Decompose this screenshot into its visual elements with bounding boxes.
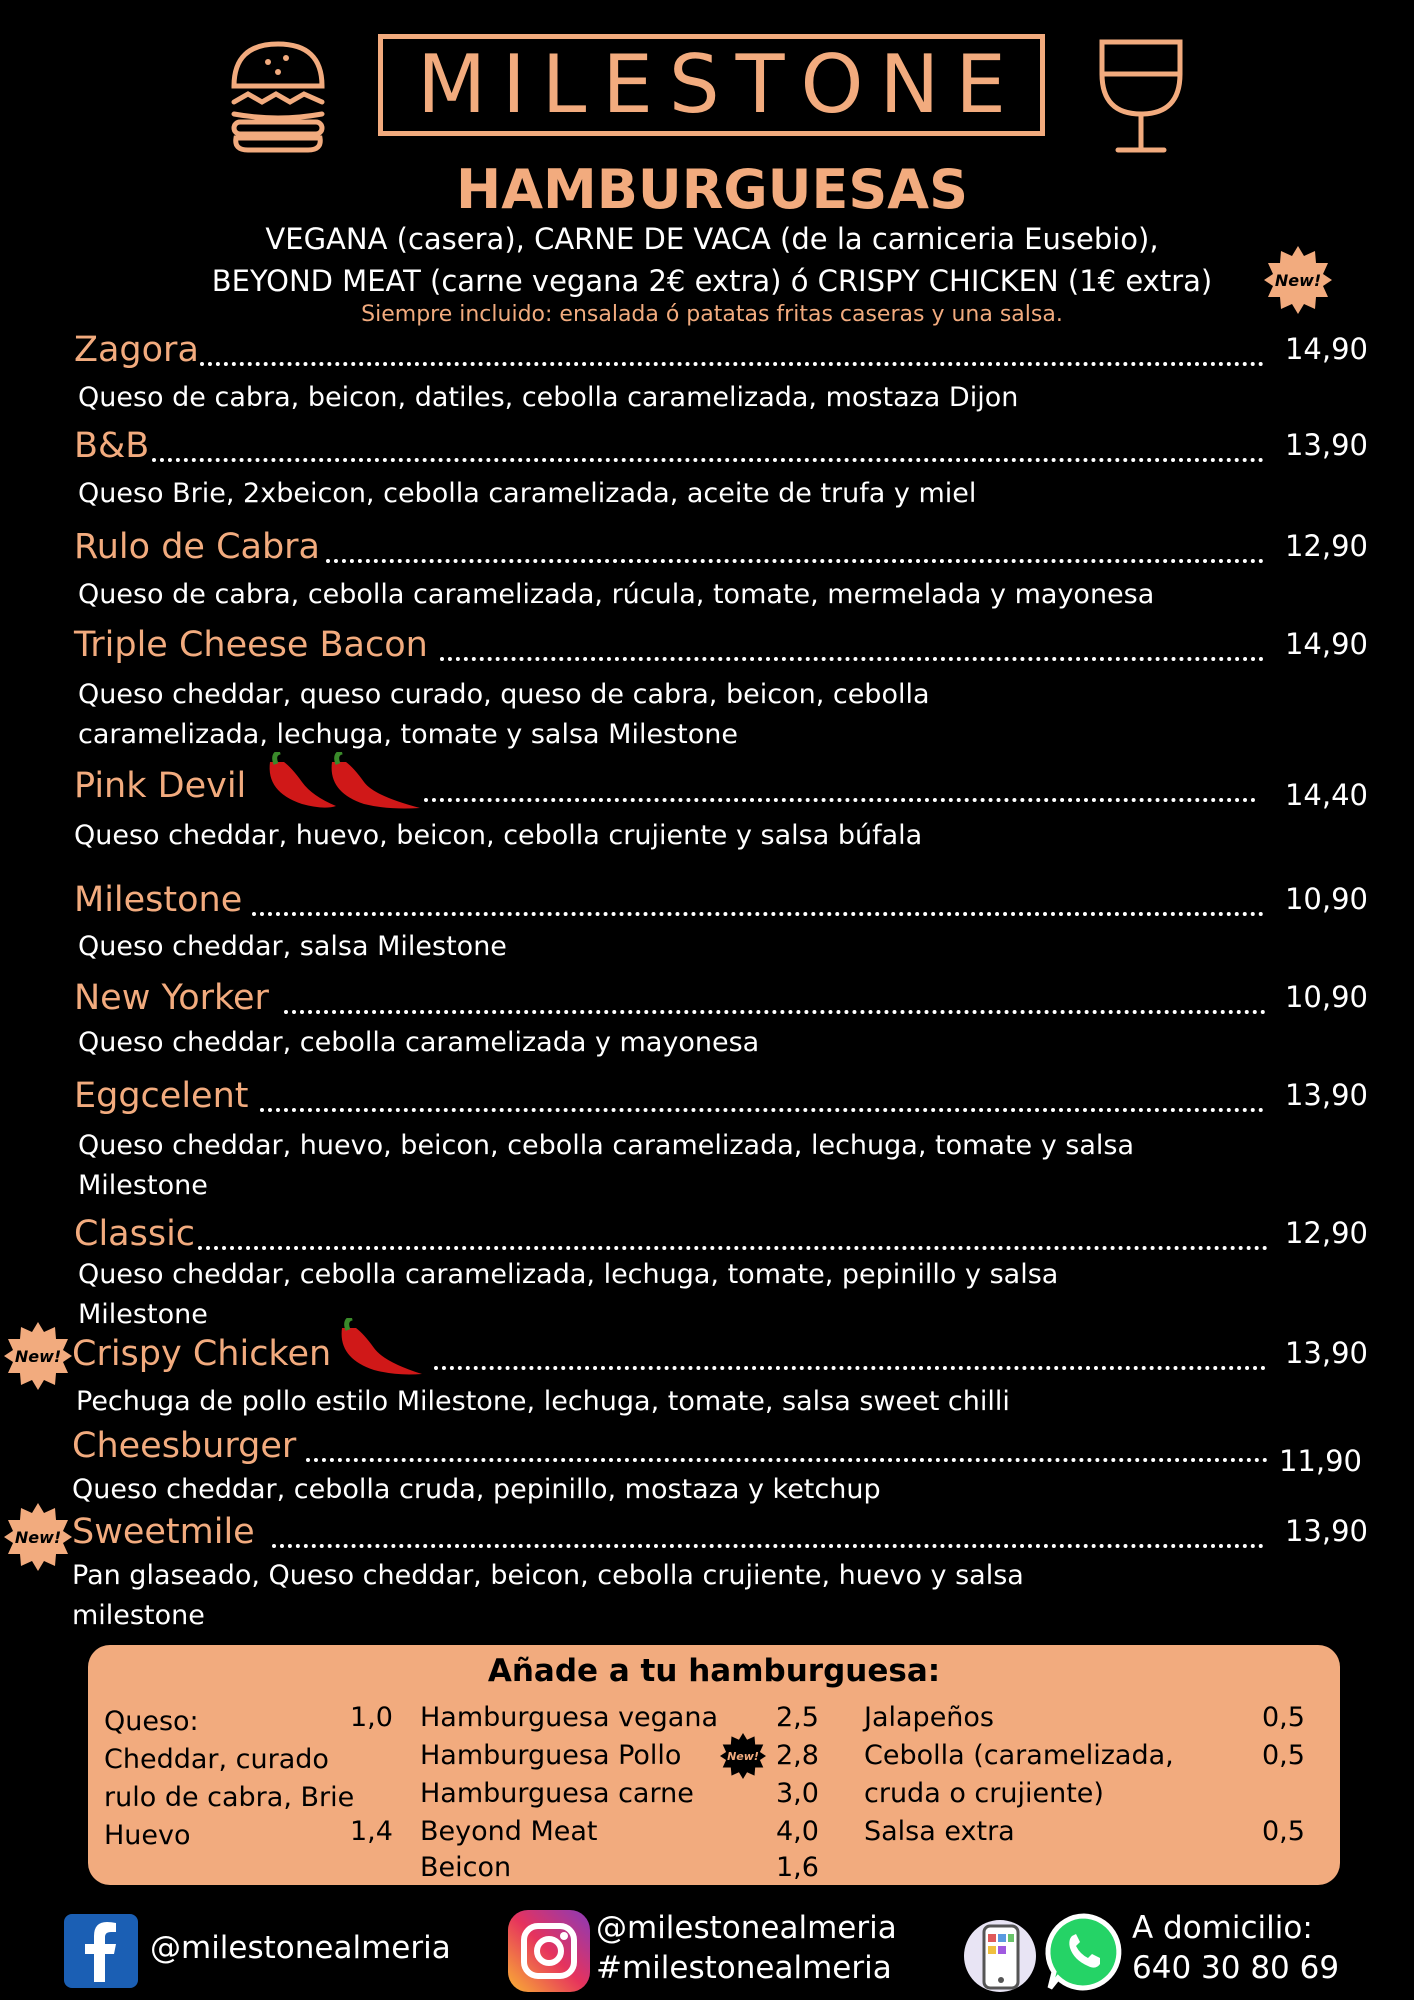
instagram-hashtag[interactable]: #milestonealmeria [596,1950,892,1986]
extra-salsa-label: Salsa extra [864,1816,1015,1847]
item-price-cheesburger: 11,90 [1278,1444,1362,1478]
dotted-leader [424,798,1256,802]
new-badge [720,1733,766,1779]
dotted-leader [260,1108,1264,1112]
item-desc-eggcelent: Queso cheddar, huevo, beicon, cebolla caramelizada, lechuga, tomate y salsa Milestone [78,1130,1135,1201]
item-name-crispy-chicken: Crispy Chicken [72,1334,332,1374]
meat-options-line-2: BEYOND MEAT (carne vegana 2€ extra) ó CRISPY CHICKEN (1€ extra) [211,264,1213,298]
extra-salsa-price: 0,5 [1262,1816,1305,1847]
item-price-sweetmile: 13,90 [1284,1514,1368,1548]
section-title: HAMBURGUESAS [456,158,968,221]
instagram-icon[interactable] [508,1910,590,1992]
brand-name: MILESTONE [417,38,1022,131]
item-price-new-yorker: 10,90 [1284,980,1368,1014]
item-price-classic: 12,90 [1284,1216,1368,1250]
item-desc-new-yorker: Queso cheddar, cebolla caramelizada y mayonesa [78,1027,760,1058]
burger-icon [228,38,328,154]
extra-queso-types: Cheddar, curado [104,1744,329,1775]
facebook-icon[interactable] [64,1914,138,1988]
item-price-milestone: 10,90 [1284,882,1368,916]
item-desc-classic: Queso cheddar, cebolla caramelizada, lechuga, tomate, pepinillo y salsa Milestone [78,1259,1059,1330]
item-name-bnb: B&B [74,426,150,466]
meat-options-line-1: VEGANA (casera), CARNE DE VACA (de la carniceria Eusebio), [265,222,1159,256]
extras-title: Añade a tu hamburguesa: [487,1653,941,1689]
dotted-leader [434,1366,1266,1370]
dotted-leader [200,362,1264,366]
delivery-label: A domicilio: [1132,1910,1313,1946]
item-price-pink-devil: 14,40 [1284,778,1368,812]
phone-icon [962,1914,1038,1994]
facebook-handle[interactable]: @milestonealmeria [150,1930,451,1966]
extra-hamburguesa-carne-label: Hamburguesa carne [420,1778,694,1809]
extra-cebolla-label: Cebolla (caramelizada, [864,1740,1174,1771]
dotted-leader [152,458,1264,462]
extra-cebolla-label: cruda o crujiente) [864,1778,1104,1809]
dotted-leader [284,1010,1266,1014]
extra-queso-price: 1,0 [350,1702,393,1733]
chili-pepper-icon [262,752,422,814]
extra-hamburguesa-pollo-label: Hamburguesa Pollo [420,1740,682,1771]
extra-cebolla-price: 0,5 [1262,1740,1305,1771]
item-desc-rulo-de-cabra: Queso de cabra, cebolla caramelizada, rúcula, tomate, mermelada y mayonesa [78,579,1155,610]
item-desc-zagora: Queso de cabra, beicon, datiles, cebolla caramelizada, mostaza Dijon [78,382,1019,413]
brand-logo [378,34,1045,136]
extra-queso-types: rulo de cabra, Brie [104,1782,355,1813]
item-desc-milestone: Queso cheddar, salsa Milestone [78,931,507,962]
item-price-eggcelent: 13,90 [1284,1078,1368,1112]
extra-jalapenos-label: Jalapeños [864,1702,995,1733]
item-desc-bnb: Queso Brie, 2xbeicon, cebolla caramelizada, aceite de trufa y miel [78,478,977,509]
extra-hamburguesa-carne-price: 3,0 [776,1778,819,1809]
item-price-zagora: 14,90 [1284,332,1368,366]
extra-huevo-price: 1,4 [350,1816,393,1847]
item-name-classic: Classic [74,1214,196,1254]
item-desc-crispy-chicken: Pechuga de pollo estilo Milestone, lechuga, tomate, salsa sweet chilli [76,1386,1010,1417]
extra-beicon-price: 1,6 [776,1852,819,1883]
item-desc-cheesburger: Queso cheddar, cebolla cruda, pepinillo, mostaza y ketchup [72,1474,881,1505]
item-price-rulo-de-cabra: 12,90 [1284,529,1368,563]
item-desc-pink-devil: Queso cheddar, huevo, beicon, cebolla crujiente y salsa búfala [74,820,923,851]
item-desc-sweetmile: Pan glaseado, Queso cheddar, beicon, cebolla crujiente, huevo y salsa milestone [72,1560,1024,1631]
extra-huevo-label: Huevo [104,1820,191,1851]
item-name-milestone: Milestone [74,880,243,920]
extra-queso-label: Queso: [104,1706,199,1737]
chili-pepper-icon [334,1318,424,1380]
extra-jalapenos-price: 0,5 [1262,1702,1305,1733]
item-name-sweetmile: Sweetmile [72,1512,255,1552]
item-name-triple-cheese-bacon: Triple Cheese Bacon [74,625,428,665]
extra-hamburguesa-vegana-price: 2,5 [776,1702,819,1733]
new-badge-label: New! [14,1346,62,1366]
whatsapp-icon[interactable] [1044,1912,1124,1992]
extra-hamburguesa-pollo-price: 2,8 [776,1740,819,1771]
extras-panel [88,1645,1340,1885]
item-name-zagora: Zagora [74,330,199,370]
item-price-bnb: 13,90 [1284,428,1368,462]
dotted-leader [198,1246,1268,1250]
item-name-pink-devil: Pink Devil [74,766,247,806]
item-price-crispy-chicken: 13,90 [1284,1336,1368,1370]
included-note: Siempre incluido: ensalada ó patatas fritas caseras y una salsa. [361,302,1063,327]
instagram-handle[interactable]: @milestonealmeria [596,1910,897,1946]
extra-beyond-meat-label: Beyond Meat [420,1816,598,1847]
item-price-triple-cheese-bacon: 14,90 [1284,627,1368,661]
item-name-cheesburger: Cheesburger [72,1426,297,1466]
delivery-phone[interactable]: 640 30 80 69 [1132,1950,1340,1986]
new-badge [4,1322,72,1390]
dotted-leader [252,912,1264,916]
new-badge-label: New! [727,1749,759,1763]
new-badge-label: New! [1274,270,1322,290]
dotted-leader [326,559,1264,563]
item-desc-triple-cheese-bacon: Queso cheddar, queso curado, queso de cabra, beicon, cebolla caramelizada, lechuga, tomate y salsa Milestone [78,679,930,750]
dotted-leader [440,657,1264,661]
dotted-leader [306,1458,1268,1462]
wine-glass-icon [1096,38,1186,154]
item-name-rulo-de-cabra: Rulo de Cabra [74,527,321,567]
new-badge [4,1503,72,1571]
dotted-leader [272,1544,1264,1548]
item-name-eggcelent: Eggcelent [74,1076,249,1116]
item-name-new-yorker: New Yorker [74,978,269,1018]
extra-beicon-label: Beicon [420,1852,512,1883]
new-badge-label: New! [14,1527,62,1547]
extra-beyond-meat-price: 4,0 [776,1816,819,1847]
extra-hamburguesa-vegana-label: Hamburguesa vegana [420,1702,719,1733]
